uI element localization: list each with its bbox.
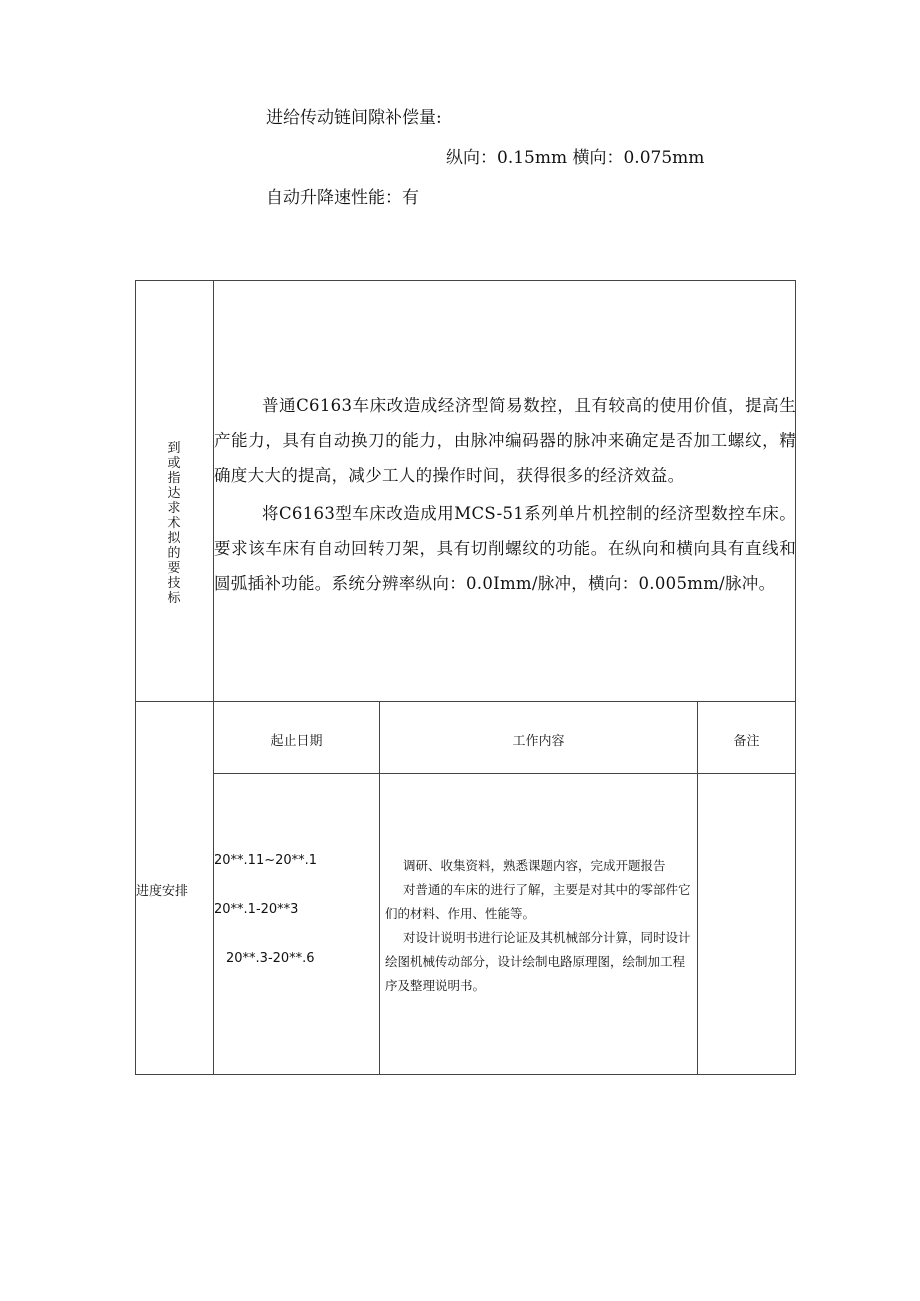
tech-requirements-label: 到 或 指 达 求 术 拟 的 要 技 标	[167, 441, 181, 606]
auto-accel-label: 自动升降速性能：有	[266, 188, 419, 208]
schedule-label: 进度安排	[136, 884, 189, 899]
date-range-3: 20**.3-20**.6	[226, 951, 315, 966]
work-content	[385, 854, 697, 998]
header-content: 工作内容	[512, 734, 565, 749]
tech-paragraph-2: 将C6163型车床改造成用MCS-51系列单片机控制的经济型数控车床。要求该车床有自动回转刀架，具有切削螺纹的功能。在纵向和横向具有直线和圆弧插补功能。系统分辨率纵向：0.0Imm/脉冲，横向：0.005mm/脉冲。	[214, 504, 796, 593]
header-notes: 备注	[733, 734, 760, 749]
work-item-3: 对设计说明书进行论证及其机械部分计算，同时设计绘图机械传动部分，设计绘制电路原理图，绘制加工程序及整理说明书。	[385, 930, 691, 993]
date-range-2: 20**.1-20**3	[214, 902, 299, 917]
work-item-1: 调研、收集资料，熟悉课题内容，完成开题报告	[403, 858, 666, 873]
backlash-values: 纵向：0.15mm 横向：0.075mm	[446, 148, 705, 168]
header-dates: 起止日期	[270, 734, 323, 749]
tech-paragraph-1: 普通C6163车床改造成经济型简易数控，且有较高的使用价值，提高生产能力，具有自动换刀的能力，由脉冲编码器的脉冲来确定是否加工螺纹，精确度大大的提高，减少工人的操作时间，获得很多的经济效益。	[214, 396, 796, 485]
work-item-2: 对普通的车床的进行了解，主要是对其中的零部件它们的材料、作用、性能等。	[385, 882, 691, 921]
date-range-1: 20**.11~20**.1	[214, 853, 318, 868]
feed-backlash-label: 进给传动链间隙补偿量:	[266, 108, 442, 128]
